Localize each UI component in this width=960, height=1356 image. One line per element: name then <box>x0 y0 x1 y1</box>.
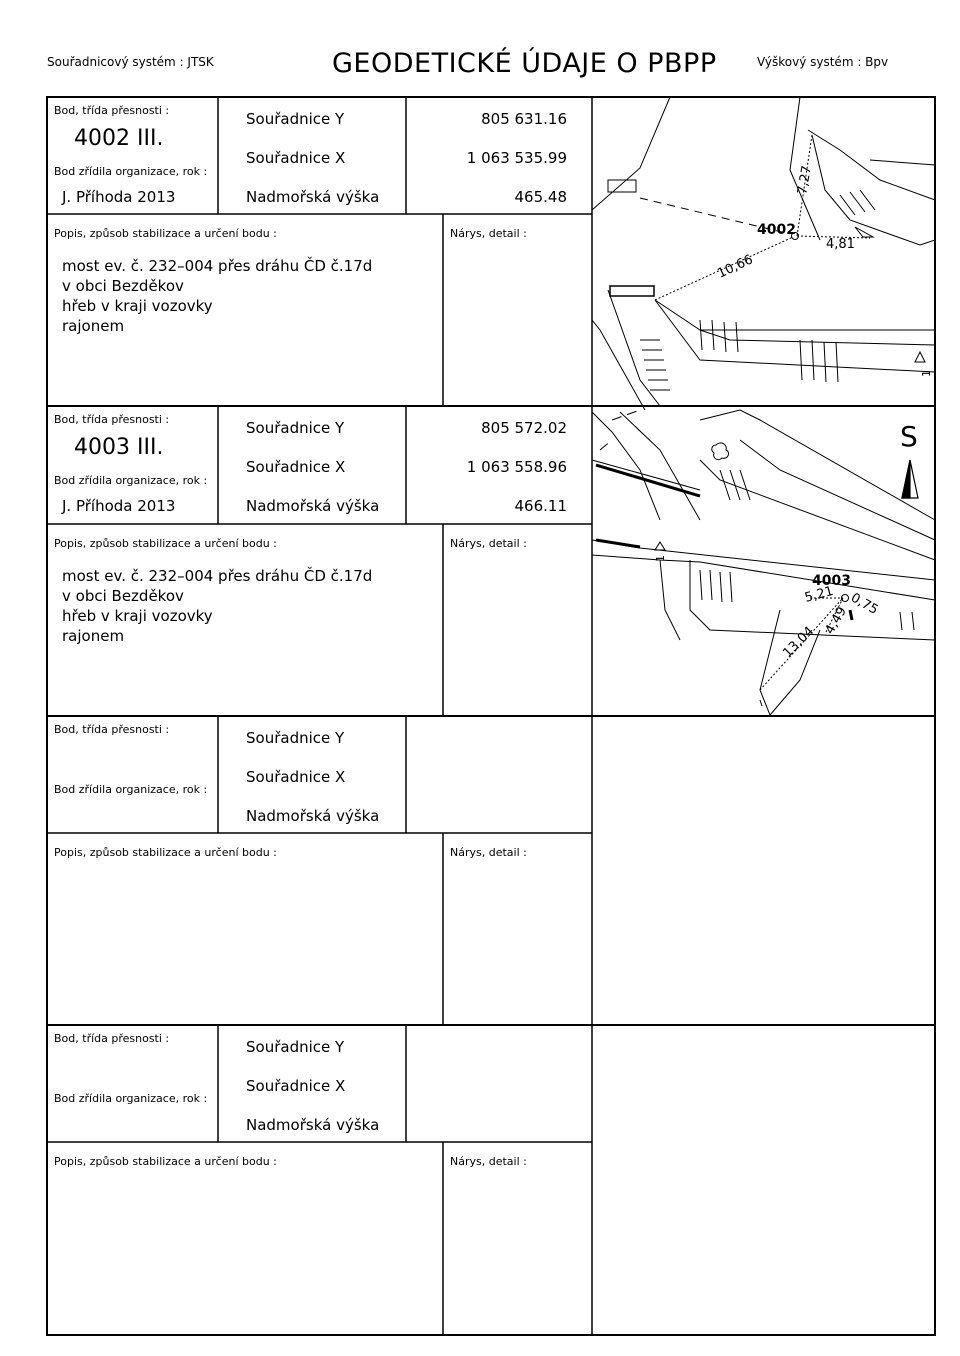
point-class-label: Bod, třída přesnosti : <box>54 413 170 426</box>
detail-label: Nárys, detail : <box>450 227 527 240</box>
altitude-label: Nadmořská výška <box>246 807 380 825</box>
sketch2-point-label: 4003 <box>812 573 851 589</box>
coord-x-value: 1 063 558.96 <box>466 458 567 476</box>
height-system-label: Výškový systém : Bpv <box>757 55 889 69</box>
detail-label: Nárys, detail : <box>450 846 527 859</box>
organization-label: Bod zřídila organizace, rok : <box>54 1092 208 1105</box>
sketch2-distance-1: 0,75 <box>848 590 881 618</box>
coord-y-value: 805 631.16 <box>481 110 567 128</box>
sketch2-distance-4: 13,04 <box>780 623 818 661</box>
point-class-label: Bod, třída přesnosti : <box>54 104 170 117</box>
organization-value: J. Příhoda 2013 <box>62 188 176 206</box>
description-text: most ev. č. 232–004 přes dráhu ČD č.17d v obci Bezděkov hřeb v kraji vozovky rajonem <box>62 567 373 645</box>
coord-x-label: Souřadnice X <box>246 1077 346 1095</box>
coord-y-value: 805 572.02 <box>481 419 567 437</box>
description-label: Popis, způsob stabilizace a určení bodu : <box>54 846 277 859</box>
sketch1-distance-2: 7,27 <box>795 164 815 196</box>
coord-x-value: 1 063 535.99 <box>466 149 567 167</box>
sketch2-distance-3: 4,49 <box>822 604 850 637</box>
point-class-label: Bod, třída přesnosti : <box>54 1032 170 1045</box>
point-id: 4002 III. <box>74 126 164 151</box>
coord-y-label: Souřadnice Y <box>246 110 345 128</box>
sketch2-distance-2: 5,21 <box>803 583 836 606</box>
coord-y-label: Souřadnice Y <box>246 729 345 747</box>
sketch1-point-label: 4002 <box>757 222 796 238</box>
sketch1-marker: 1 <box>920 370 933 377</box>
coord-x-label: Souřadnice X <box>246 458 346 476</box>
description-label: Popis, způsob stabilizace a určení bodu : <box>54 537 277 550</box>
page-title: GEODETICKÉ ÚDAJE O PBPP <box>332 48 717 79</box>
altitude-value: 466.11 <box>514 497 567 515</box>
organization-label: Bod zřídila organizace, rok : <box>54 783 208 796</box>
description-label: Popis, způsob stabilizace a určení bodu : <box>54 227 277 240</box>
coord-x-label: Souřadnice X <box>246 768 346 786</box>
detail-label: Nárys, detail : <box>450 537 527 550</box>
detail-label: Nárys, detail : <box>450 1155 527 1168</box>
point-class-label: Bod, třída přesnosti : <box>54 723 170 736</box>
sketch2-marker: 1 <box>654 555 667 562</box>
altitude-label: Nadmořská výška <box>246 1116 380 1134</box>
coord-x-label: Souřadnice X <box>246 149 346 167</box>
coord-y-label: Souřadnice Y <box>246 419 345 437</box>
point-id: 4003 III. <box>74 435 164 460</box>
north-arrow-label: S <box>900 420 918 453</box>
organization-label: Bod zřídila organizace, rok : <box>54 165 208 178</box>
altitude-label: Nadmořská výška <box>246 497 380 515</box>
description-label: Popis, způsob stabilizace a určení bodu : <box>54 1155 277 1168</box>
coordinate-system-label: Souřadnicový systém : JTSK <box>47 55 214 69</box>
sketch1-distance-1: 10,66 <box>715 252 756 282</box>
organization-value: J. Příhoda 2013 <box>62 497 176 515</box>
organization-label: Bod zřídila organizace, rok : <box>54 474 208 487</box>
altitude-label: Nadmořská výška <box>246 188 380 206</box>
altitude-value: 465.48 <box>514 188 567 206</box>
sketch1-distance-3: 4,81 <box>826 237 855 252</box>
description-text: most ev. č. 232–004 přes dráhu ČD č.17d v obci Bezděkov hřeb v kraji vozovky rajonem <box>62 257 373 335</box>
coord-y-label: Souřadnice Y <box>246 1038 345 1056</box>
